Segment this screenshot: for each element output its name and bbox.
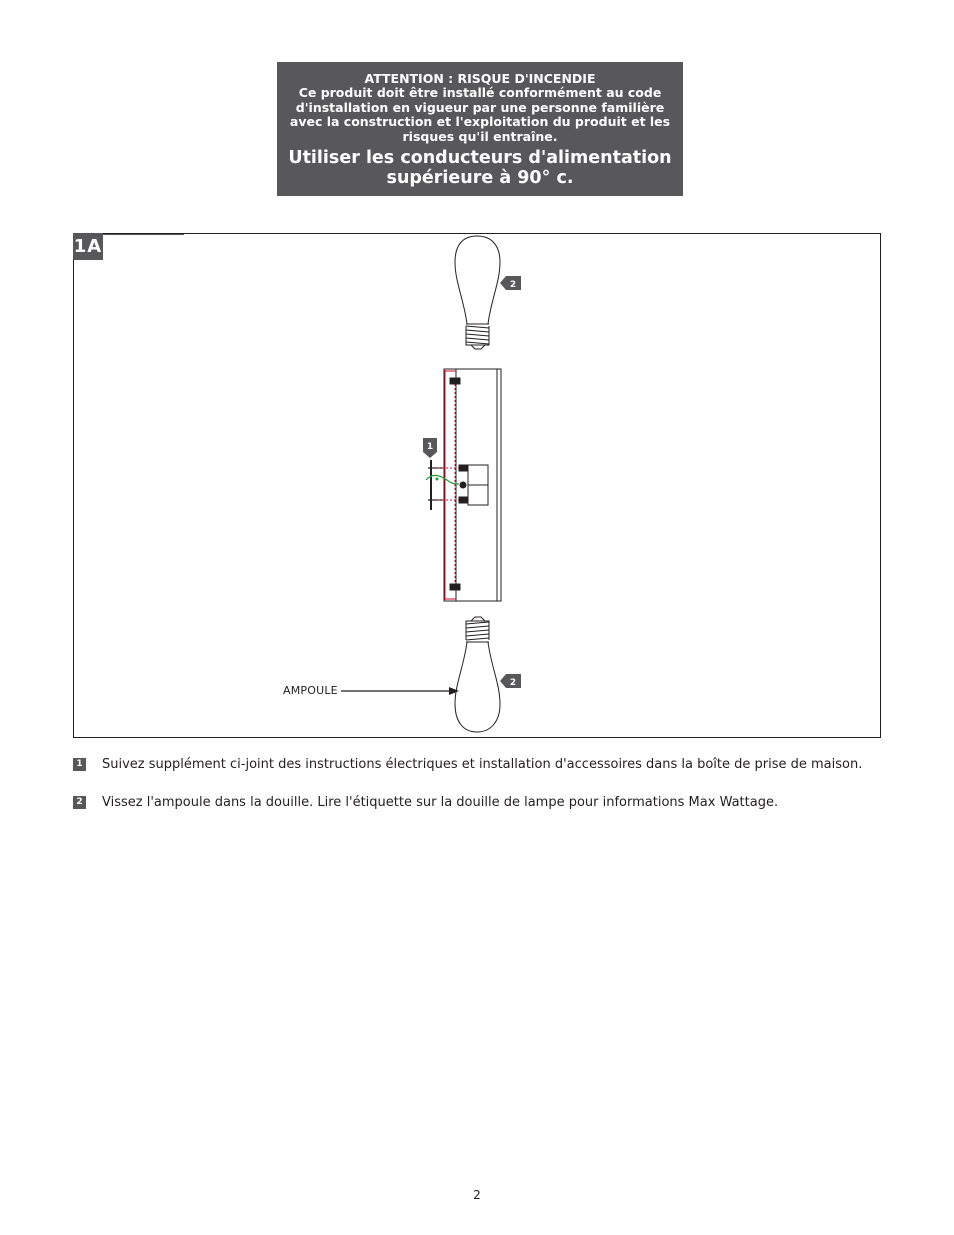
callout-2-top-label: 2 — [509, 280, 517, 290]
note-number-badge: 1 — [73, 758, 86, 771]
note-text: Suivez supplément ci-joint des instructions électriques et installation d'accessoires dans la boîte de prise de maison. — [102, 757, 863, 772]
warning-emphasis: Utiliser les conducteurs d'alimentation supérieure à 90° c. — [288, 148, 672, 188]
fixture-body-icon — [444, 369, 501, 601]
wiring-icon — [426, 460, 459, 510]
bottom-bulb-icon — [455, 617, 500, 732]
callout-2-bottom-label: 2 — [509, 678, 517, 688]
bulb-label-arrow — [341, 687, 459, 695]
bulb-label: AMPOULE — [283, 684, 338, 697]
note-text: Vissez l'ampoule dans la douille. Lire l'étiquette sur la douille de lampe pour informations Max Wattage. — [102, 795, 779, 810]
callout-1 — [423, 438, 437, 458]
note-number-badge: 2 — [73, 796, 86, 809]
warning-title: ATTENTION : RISQUE D'INCENDIE — [364, 71, 596, 86]
top-bulb-icon — [455, 236, 500, 349]
callout-1-label: 1 — [426, 442, 434, 452]
warning-body: Ce produit doit être installé conformément au code d'installation en vigueur par une personne familière avec la construction et l'exploitation du produit et les risques qu'il entraîne. — [289, 85, 671, 144]
callout-2-top — [500, 276, 521, 290]
page-number: 2 — [473, 1188, 481, 1202]
step-badge: 1A — [73, 233, 103, 260]
callout-2-bottom — [500, 674, 521, 688]
